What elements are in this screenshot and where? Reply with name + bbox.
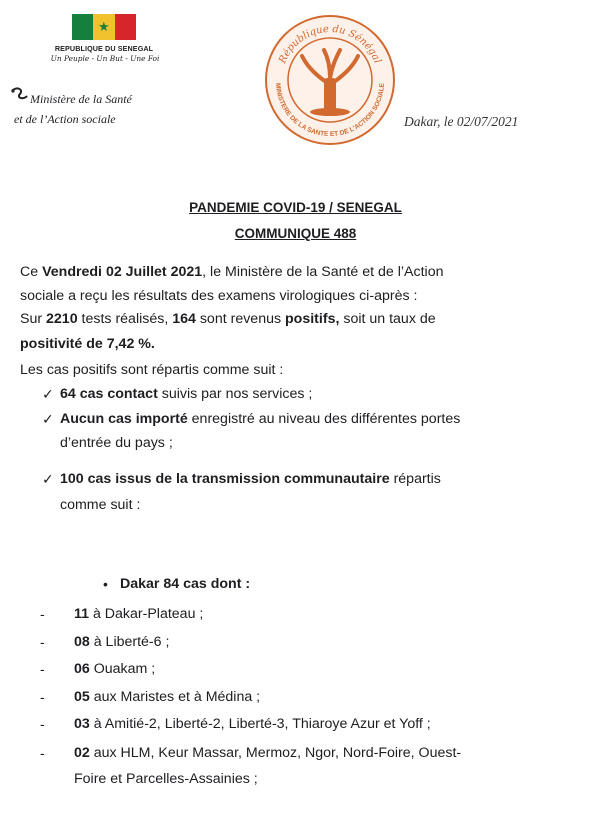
checkmark-icon: ✓ [42,471,54,487]
ministry-name-line2: et de l’Action sociale [14,112,116,126]
intro-line-5: Les cas positifs sont répartis comme suit : [20,362,284,378]
dakar-heading: Dakar 84 cas dont : [120,576,251,592]
list-item: 05 aux Maristes et à Médina ; [74,689,261,705]
list-item: 02 aux HLM, Keur Massar, Mermoz, Ngor, Nord-Foire, Ouest- [74,745,462,761]
dash-icon: - [40,634,45,650]
republic-label: REPUBLIQUE DU SENEGAL [54,44,154,53]
dash-icon: - [40,606,45,622]
check-item-imported: Aucun cas importé enregistré au niveau des différentes portes [60,411,461,427]
dash-icon: - [40,661,45,677]
dash-icon: - [40,689,45,705]
intro-line-2: sociale a reçu les résultats des examens virologiques ci-après : [20,288,418,304]
seal-bottom-text: MINISTERE DE LA SANTE ET DE L'ACTION SOCIALE [273,82,387,139]
communique-number: COMMUNIQUE 488 [234,226,357,241]
dash-icon: - [40,716,45,732]
intro-line-3: Sur 2210 tests réalisés, 164 sont revenus positifs, soit un taux de [20,311,436,327]
list-item: 06 Ouakam ; [74,661,156,677]
document-title: PANDEMIE COVID-19 / SENEGAL [189,200,402,215]
bullet-icon: • [103,576,108,592]
document-date: Dakar, le 02/07/2021 [404,114,519,129]
intro-line-4: positivité de 7,42 %. [20,336,155,352]
ministry-logo-icon [10,87,28,103]
checkmark-icon: ✓ [42,386,54,402]
ministry-seal [262,12,398,148]
seal-top-text: République du Sénégal [277,23,383,66]
list-item: 08 à Liberté-6 ; [74,634,170,650]
national-motto: Un Peuple - Un But - Une Foi [50,54,160,63]
check-item-community: 100 cas issus de la transmission communautaire répartis [60,471,441,487]
ministry-name-line1: Ministère de la Santé [30,92,132,106]
list-item: 03 à Amitié-2, Liberté-2, Liberté-3, Thiaroye Azur et Yoff ; [74,716,431,732]
check-item-contact: 64 cas contact suivis par nos services ; [60,386,313,402]
list-item-cont: Foire et Parcelles-Assainies ; [74,771,258,787]
check-item-imported-cont: d’entrée du pays ; [60,435,173,451]
senegal-flag [72,14,136,40]
dash-icon: - [40,745,45,761]
checkmark-icon: ✓ [42,411,54,427]
intro-line-1: Ce Vendredi 02 Juillet 2021, le Ministère de la Santé et de l’Action [20,264,444,280]
list-item: 11 à Dakar-Plateau ; [74,606,204,622]
check-item-community-cont: comme suit : [60,497,141,513]
star-icon: ★ [98,19,110,34]
